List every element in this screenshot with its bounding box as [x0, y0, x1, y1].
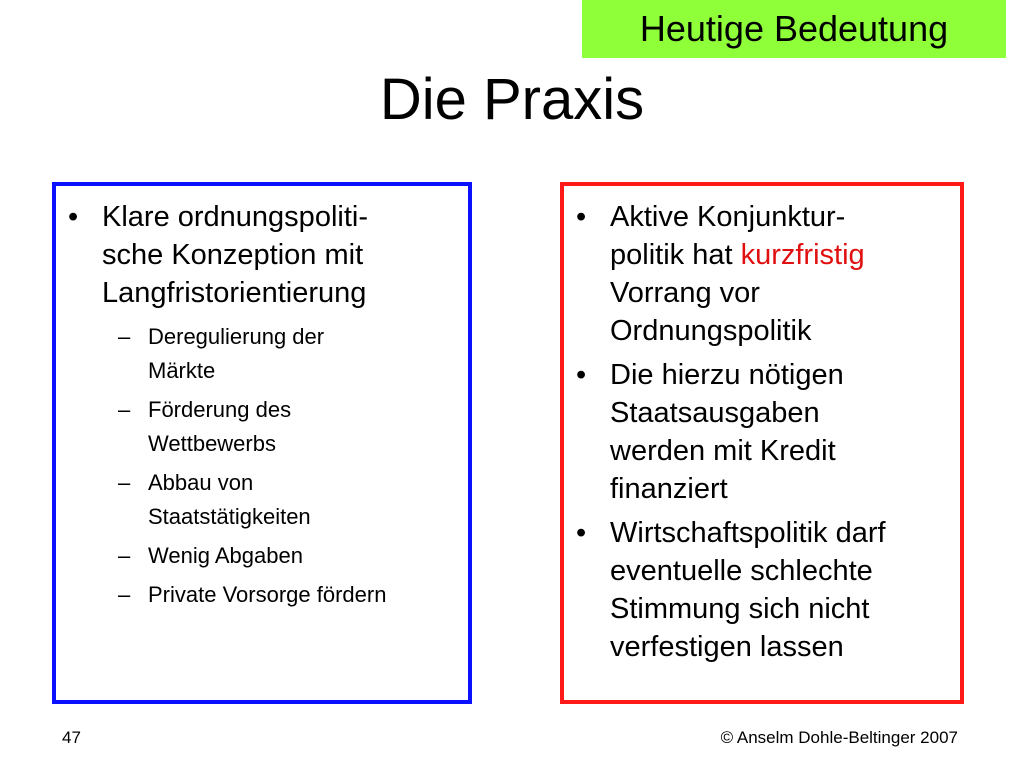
- dash-marker: –: [118, 543, 131, 568]
- bullet-line: Staatsausgaben: [610, 397, 820, 429]
- sub-item: [102, 320, 458, 388]
- bullet-line: Wirtschaftspolitik darf: [610, 517, 886, 549]
- page-number: 47: [62, 728, 81, 747]
- sub-item: [102, 578, 458, 612]
- right-bullet-list: [564, 186, 960, 666]
- right-box: [560, 182, 964, 704]
- sub-line: Staatstätigkeiten: [148, 504, 311, 529]
- bullet-line: Ordnungspolitik: [610, 315, 812, 347]
- bullet-line: werden mit Kredit: [610, 435, 836, 467]
- bullet-line: Die hierzu nötigen: [610, 359, 844, 391]
- bullet-line: finanziert: [610, 473, 728, 505]
- slide-title: Die Praxis: [379, 67, 645, 132]
- sub-line: Märkte: [148, 358, 216, 383]
- sub-list: [102, 320, 458, 612]
- bullet-dot: •: [576, 517, 587, 549]
- sub-item: [102, 466, 458, 534]
- sub-line: Private Vorsorge fördern: [148, 582, 387, 607]
- sub-line: Deregulierung der: [148, 324, 325, 349]
- bullet-dot: •: [68, 201, 79, 233]
- right-bullet-item: [570, 356, 952, 508]
- copyright-notice: © Anselm Dohle-Beltinger 2007: [720, 728, 958, 747]
- sub-line: Förderung des: [148, 397, 292, 422]
- right-bullet-item: [570, 514, 952, 666]
- bullet-line: eventuelle schlechte: [610, 555, 873, 587]
- dash-marker: –: [118, 397, 131, 422]
- bullet-line-part: politik hat: [610, 239, 741, 271]
- left-bullet-item: [62, 198, 458, 612]
- bullet-dot: •: [576, 201, 587, 233]
- bullet-line: [610, 236, 952, 274]
- left-box: [52, 182, 472, 704]
- sub-item: [102, 539, 458, 573]
- bullet-line: Klare ordnungspoliti-: [102, 201, 368, 233]
- left-bullet-list: [56, 186, 468, 612]
- right-bullet-item: [570, 198, 952, 350]
- sub-line: Abbau von: [148, 470, 254, 495]
- bullet-line: verfestigen lassen: [610, 631, 844, 663]
- dash-marker: –: [118, 470, 131, 495]
- sub-line: Wenig Abgaben: [148, 543, 303, 568]
- bullet-line: Vorrang vor: [610, 277, 760, 309]
- bullet-line: Aktive Konjunktur-: [610, 201, 846, 233]
- bullet-line: Langfristorientierung: [102, 277, 367, 309]
- sub-line: Wettbewerbs: [148, 431, 276, 456]
- sub-item: [102, 393, 458, 461]
- section-tag: Heutige Bedeutung: [582, 0, 1006, 58]
- bullet-line: sche Konzeption mit: [102, 239, 364, 271]
- bullet-dot: •: [576, 359, 587, 391]
- dash-marker: –: [118, 582, 131, 607]
- highlight-text: kurzfristig: [740, 239, 865, 271]
- bullet-line: Stimmung sich nicht: [610, 593, 870, 625]
- dash-marker: –: [118, 324, 131, 349]
